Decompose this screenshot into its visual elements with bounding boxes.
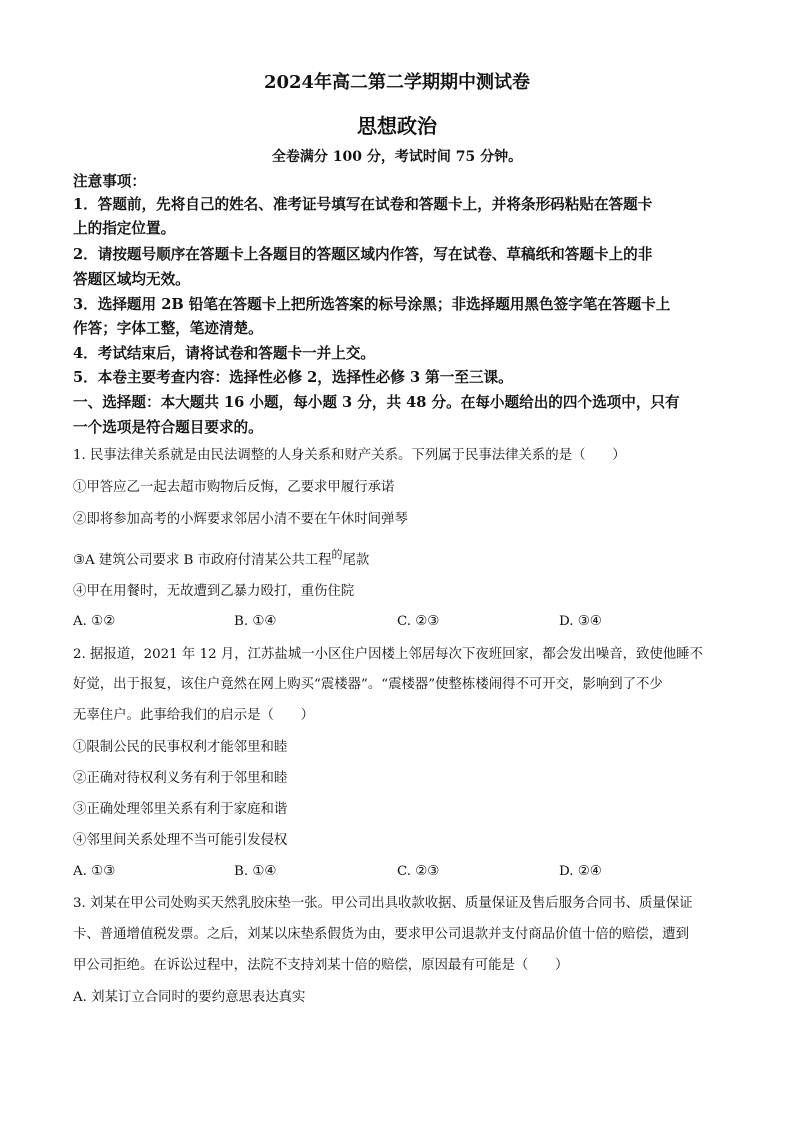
q1-item: ②即将参加高考的小辉要求邻居小清不要在午休时间弹琴 [73, 512, 408, 527]
q2-choice-c[interactable]: C. ②③ [397, 864, 440, 879]
note-line: 答题区域均无效。 [73, 271, 190, 288]
note-line: 上的指定位置。 [73, 220, 176, 237]
q2-item: ③正确处理邻里关系有利于家庭和谐 [73, 802, 288, 817]
score-note: 全卷满分 100 分，考试时间 75 分钟。 [271, 149, 523, 165]
question-3-stem: 3. 刘某在甲公司处购买天然乳胶床垫一张。甲公司出具收款收据、质量保证及售后服务合同书、质量保证 [73, 896, 693, 911]
exam-subject: 思想政治 [357, 114, 437, 138]
question-2-stem: 好觉，出于报复，该住户竟然在网上购买“震楼器”。“震楼器”使整栋楼闹得不可开交，影响到了不少 [73, 677, 663, 692]
question-2-stem: 2. 据报道，2021 年 12 月，江苏盐城一小区住户因楼上邻居每次下夜班回家，都会发出噪音，致使他睡不 [73, 647, 703, 662]
note-line: 作答；字体工整，笔迹清楚。 [73, 320, 263, 337]
q1-item: ④甲在用餐时，无故遭到乙暴力殴打，重伤住院 [73, 584, 355, 599]
q1-item-text: ③A 建筑公司要求 B 市政府付清某公共工程 [73, 553, 332, 568]
q2-choice-b[interactable]: B. ①④ [234, 864, 277, 879]
q2-item: ②正确对待权利义务有利于邻里和睦 [73, 771, 288, 786]
q2-choice-d[interactable]: D. ②④ [559, 864, 602, 879]
q2-item: ①限制公民的民事权利才能邻里和睦 [73, 740, 288, 755]
question-3-stem: 甲公司拒绝。在诉讼过程中，法院不支持刘某十倍的赔偿，原因最有可能是（ ） [73, 958, 569, 973]
q1-item-superscript: 的 [331, 548, 343, 561]
question-1-stem: 1. 民事法律关系就是由民法调整的人身关系和财产关系。下列属于民事法律关系的是（ ） [73, 448, 626, 463]
q1-choice-a[interactable]: A. ①② [73, 614, 116, 629]
q1-item-text: 尾款 [342, 553, 370, 568]
q1-item [73, 549, 369, 567]
q2-item: ④邻里间关系处理不当可能引发侵权 [73, 833, 288, 848]
question-3-stem: 卡、普通增值税发票。之后，刘某以床垫系假货为由，要求甲公司退款并支付商品价值十倍的赔偿，遭到 [73, 927, 689, 942]
q2-choice-a[interactable]: A. ①③ [73, 864, 116, 879]
note-line: 4．考试结束后，请将试卷和答题卡一并上交。 [73, 345, 376, 362]
section-heading: 一个选项是符合题目要求的。 [73, 419, 263, 436]
note-line: 1．答题前，先将自己的姓名、准考证号填写在试卷和答题卡上，并将条形码粘贴在答题卡 [73, 196, 653, 213]
q1-choice-d[interactable]: D. ③④ [559, 614, 602, 629]
q1-item: ①甲答应乙一起去超市购物后反悔，乙要求甲履行承诺 [73, 480, 395, 495]
note-line: 5．本卷主要考查内容：选择性必修 2，选择性必修 3 第一至三课。 [73, 369, 513, 386]
exam-title: 2024年高二第二学期期中测试卷 [263, 72, 531, 93]
q1-choice-c[interactable]: C. ②③ [397, 614, 440, 629]
q3-option-a[interactable]: A. 刘某订立合同时的要约意思表达真实 [73, 990, 306, 1005]
question-2-stem: 无辜住户。此事给我们的启示是（ ） [73, 708, 315, 723]
q1-choice-b[interactable]: B. ①④ [234, 614, 277, 629]
notes-heading: 注意事项： [73, 173, 146, 190]
section-heading: 一、选择题：本大题共 16 小题，每小题 3 分，共 48 分。在每小题给出的四个选项中，只有 [73, 394, 680, 411]
note-line: 2．请按题号顺序在答题卡上各题目的答题区域内作答，写在试卷、草稿纸和答题卡上的非 [73, 246, 653, 263]
note-line: 3．选择题用 2B 铅笔在答题卡上把所选答案的标号涂黑；非选择题用黑色签字笔在答题卡上 [73, 296, 671, 313]
